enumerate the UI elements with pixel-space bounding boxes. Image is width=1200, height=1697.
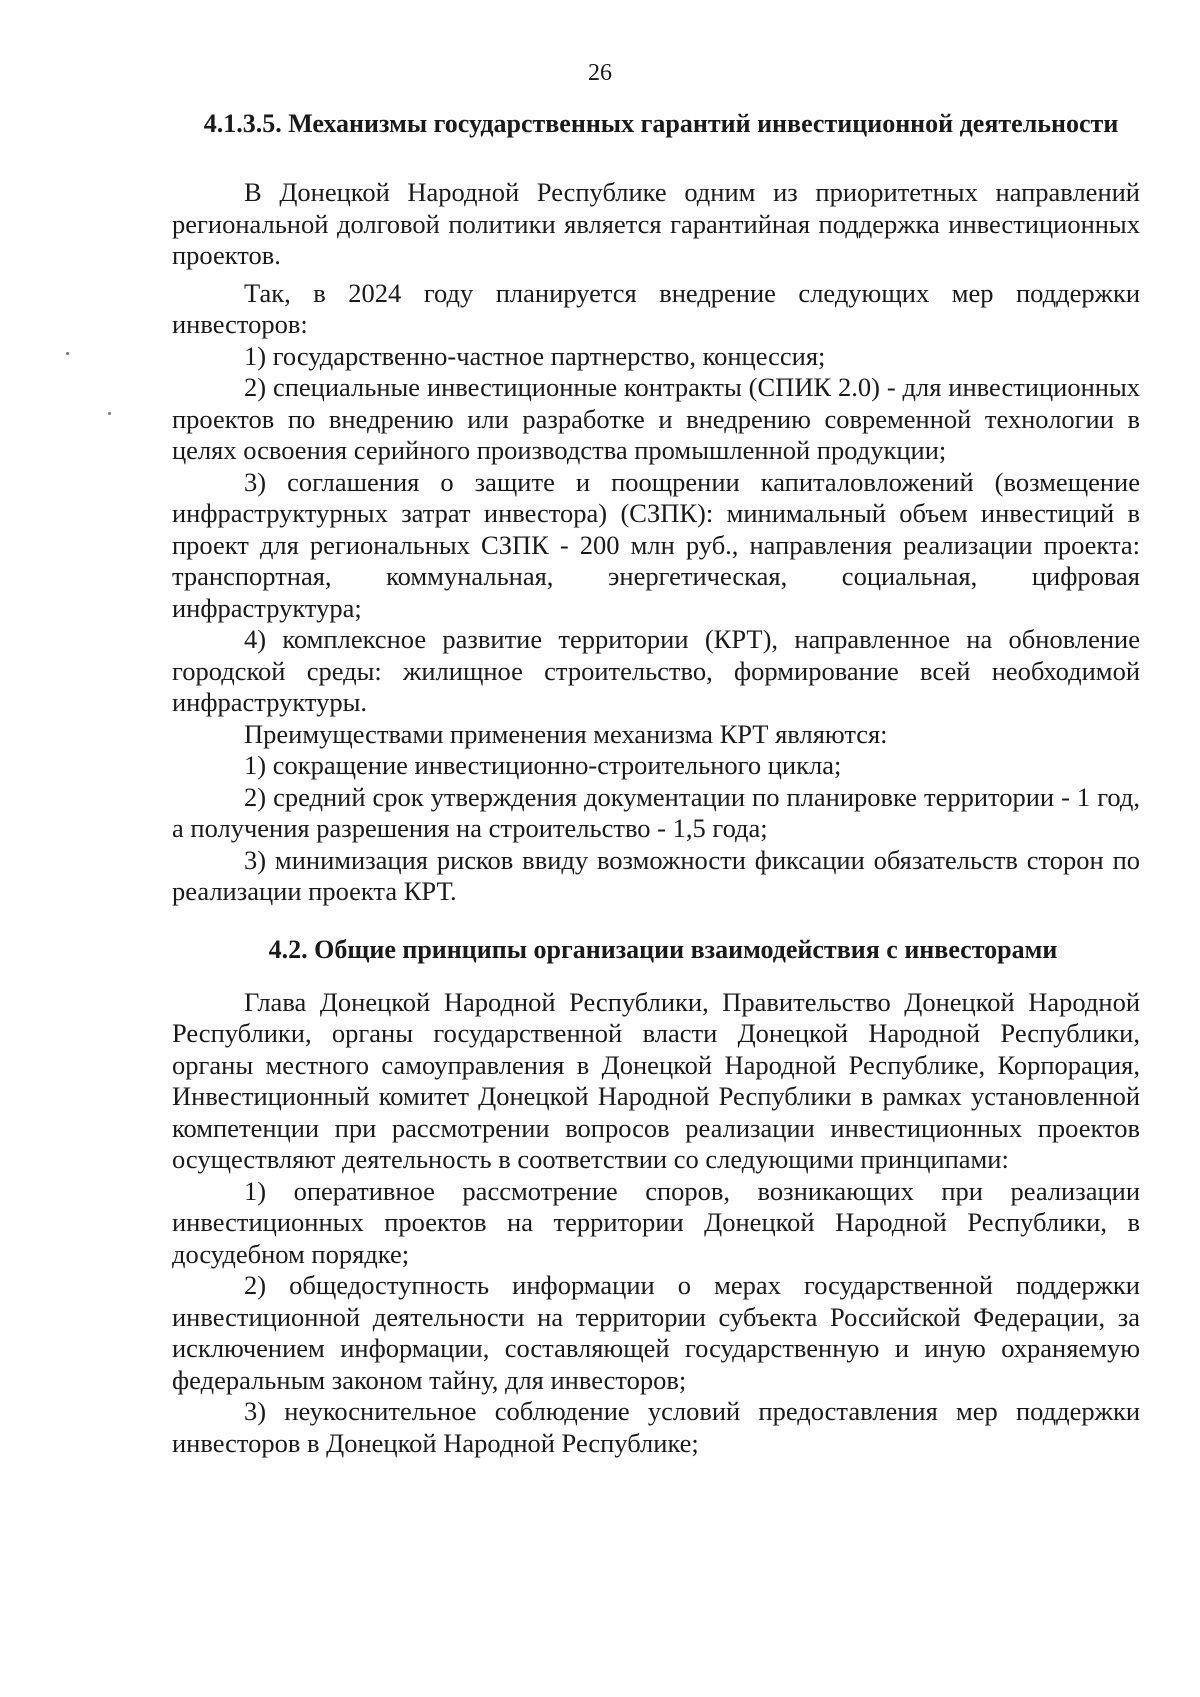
paragraph: В Донецкой Народной Республике одним из приоритетных направлений региональной долговой политики является гарантийная поддержка инвестиционных проектов. — [172, 177, 1140, 270]
scan-speck — [66, 352, 69, 355]
paragraph: Преимуществами применения механизма КРТ являются: — [244, 718, 888, 749]
list-item: 2) средний срок утверждения документации по планировке территории - 1 год, а получения разрешения на строительство - 1,5 года; — [172, 781, 1140, 843]
list-item: 4) комплексное развитие территории (КРТ), направленное на обновление городской среды: жилищное строительство, формирование всей необходимой инфраструктуры. — [172, 624, 1140, 717]
document-body — [172, 108, 1140, 1459]
list-item: 3) неукоснительное соблюдение условий предоставления мер поддержки инвесторов в Донецкой Народной Республике; — [172, 1396, 1140, 1458]
paragraph: Так, в 2024 году планируется внедрение следующих мер поддержки инвесторов: — [172, 277, 1140, 339]
list-item: 1) сокращение инвестиционно-строительного цикла; — [244, 750, 842, 780]
section-heading-4-1-3-5: 4.1.3.5. Механизмы государственных гарантий инвестиционной деятельности — [203, 109, 1119, 138]
list-item: 1) оперативное рассмотрение споров, возникающих при реализации инвестиционных проектов на территории Донецкой Народной Республики, в досудебном порядке; — [172, 1175, 1140, 1269]
paragraph: Глава Донецкой Народной Республики, Правительство Донецкой Народной Республики, органы государственной власти Донецкой Народной Республики, органы местного самоуправления в Донецкой Народной Республике, Корпорация, Инвестиционный комитет Донецкой Народной Республики в рамках установленной компетенции при рассмотрении вопросов реализации инвестиционных проектов осуществляют деятельность в соответствии со следующими принципами: — [172, 986, 1140, 1174]
page-number: 26 — [588, 60, 612, 86]
scan-speck — [108, 412, 111, 415]
list-item: 3) минимизация рисков ввиду возможности фиксации обязательств сторон по реализации проекта КРТ. — [172, 844, 1140, 906]
list-item: 2) специальные инвестиционные контракты (СПИК 2.0) - для инвестиционных проектов по внедрению или разработке и внедрению современной технологии в целях освоения серийного производства промышленной продукции; — [172, 372, 1140, 465]
list-item: 2) общедоступность информации о мерах государственной поддержки инвестиционной деятельности на территории субъекта Российской Федерации, за исключением информации, составляющей государственную и иную охраняемую федеральным законом тайну, для инвесторов; — [172, 1270, 1140, 1395]
section-heading-4-2: 4.2. Общие принципы организации взаимодействия с инвесторами — [268, 934, 1058, 964]
list-item: 3) соглашения о защите и поощрении капиталовложений (возмещение инфраструктурных затрат инвестора) (СЗПК): минимальный объем инвестиций в проект для региональных СЗПК - 200 млн руб., направления реализации проекта: транспортная, коммунальная, энергетическая, социальная, цифровая инфраструктура; — [172, 466, 1140, 623]
list-item: 1) государственно-частное партнерство, концессия; — [244, 340, 826, 371]
